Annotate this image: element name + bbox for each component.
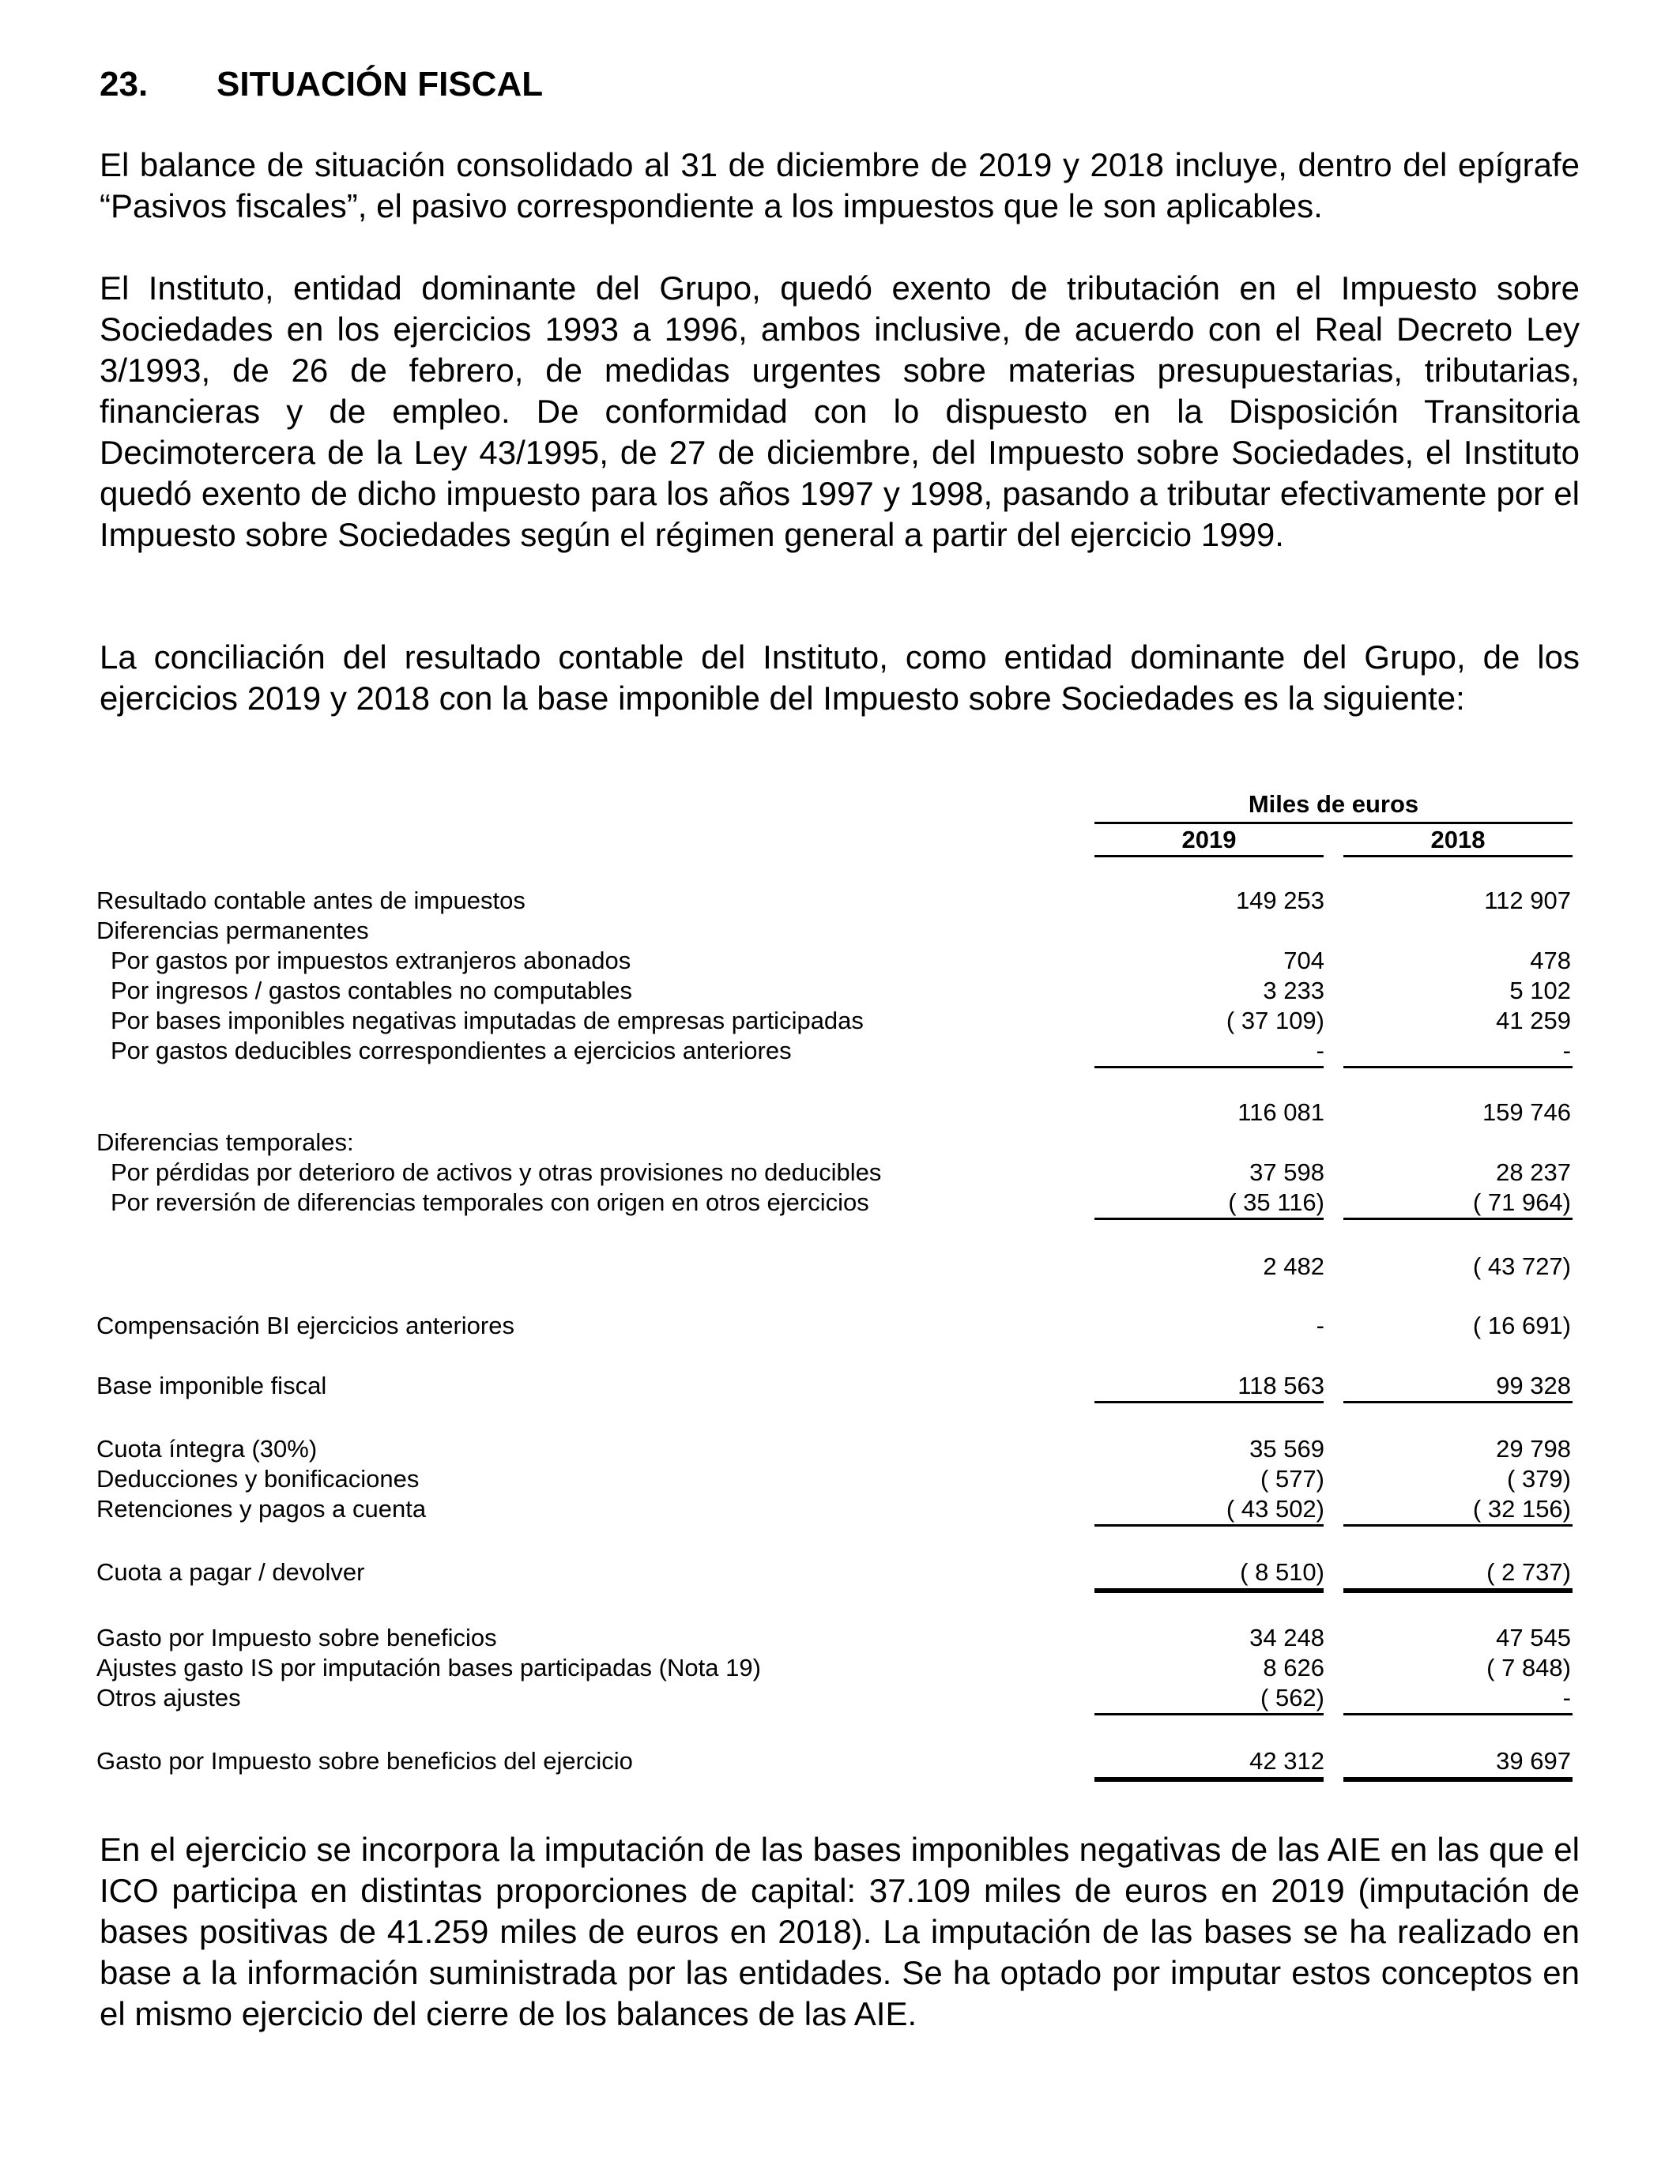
- table-row: [0, 1037, 1680, 1068]
- row-label: Ajustes gasto IS por imputación bases participadas (Nota 19): [96, 1654, 761, 1681]
- table-row: [0, 1654, 1680, 1685]
- table-row: [0, 977, 1680, 1008]
- paragraph-intro: El balance de situación consolidado al 31 de diciembre de 2019 y 2018 incluye, dentro del epígrafe “Pasivos fiscales”, el pasivo correspondiente a los impuestos que le son aplicables.: [100, 146, 1580, 224]
- table-row: [0, 917, 1680, 948]
- subtotal-rule-2018: [1343, 1713, 1573, 1715]
- paragraph-exemption: El Instituto, entidad dominante del Grupo, quedó exento de tributación en el Impuesto sobre Sociedades en los ejercicios 1993 a 1996, ambos inclusive, de acuerdo con el Real Decreto Ley 3/1993, de 26 de febrero, de medidas urgentes sobre materias presupuestarias, tributarias, financieras y de empleo. De conformidad con lo dispuesto en la Disposición Transitoria Decimotercera de la Ley 43/1995, de 27 de diciembre, del Impuesto sobre Sociedades, el Instituto quedó exento de dicho impuesto para los años 1997 y 1998, pasando a tributar efectivamente por el Impuesto sobre Sociedades según el régimen general a partir del ejercicio 1999.: [100, 269, 1580, 553]
- value-2019: 42 312: [1249, 1747, 1324, 1775]
- column-header-2018: 2018: [1430, 826, 1486, 853]
- table-row: [0, 1465, 1680, 1497]
- table-row: [0, 1098, 1680, 1130]
- value-2019: 116 081: [1237, 1098, 1324, 1126]
- paragraph-reconciliation: La conciliación del resultado contable del Instituto, como entidad dominante del Grupo, de los ejercicios 2019 y 2018 con la base imponible del Impuesto sobre Sociedades es la siguiente:: [100, 638, 1580, 717]
- row-label: Compensación BI ejercicios anteriores: [96, 1312, 514, 1339]
- value-2019: ( 577): [1260, 1465, 1324, 1493]
- value-2019: 704: [1283, 947, 1324, 974]
- table-row: [0, 1624, 1680, 1655]
- value-2019: 34 248: [1249, 1624, 1324, 1651]
- section-title: SITUACIÓN FISCAL: [217, 65, 544, 104]
- table-row: [0, 1372, 1680, 1403]
- table-row: [0, 1495, 1680, 1527]
- value-2019: 149 253: [1235, 887, 1324, 914]
- row-label: Gasto por Impuesto sobre beneficios: [96, 1624, 497, 1651]
- paragraph-aie-imputation: En el ejercicio se incorpora la imputación de las bases imponibles negativas de las AIE en las que el ICO participa en distintas proporciones de capital: 37.109 miles de euros en 2019 (imputación de bases positivas de 41.259 miles de euros en 2018). La imputación de las bases se ha realizado en base a la información suministrada por las entidades. Se ha optado por imputar estos conceptos en el mismo ejercicio del cierre de los balances de las AIE.: [100, 1831, 1580, 2032]
- value-2018: 29 798: [1496, 1435, 1571, 1463]
- value-2019: ( 35 116): [1228, 1188, 1324, 1216]
- value-2019: 37 598: [1249, 1158, 1324, 1186]
- value-2019: 8 626: [1263, 1654, 1324, 1681]
- row-label: Resultado contable antes de impuestos: [96, 887, 525, 914]
- table-row: [0, 1007, 1680, 1038]
- table-row: [0, 1158, 1680, 1190]
- value-2019: -: [1316, 1037, 1324, 1064]
- row-label: Cuota íntegra (30%): [96, 1435, 318, 1463]
- total-rule-2018: [1343, 1777, 1573, 1782]
- table-row: [0, 1188, 1680, 1220]
- row-label: Por reversión de diferencias temporales con origen en otros ejercicios: [111, 1188, 869, 1216]
- subtotal-rule-2018: [1343, 1401, 1573, 1403]
- value-2019: 3 233: [1263, 977, 1324, 1004]
- value-2018: -: [1562, 1037, 1571, 1064]
- value-2019: ( 37 109): [1226, 1007, 1324, 1034]
- value-2018: -: [1562, 1684, 1571, 1711]
- subtotal-rule-2018: [1343, 1524, 1573, 1527]
- subtotal-rule-2019: [1094, 1218, 1324, 1220]
- row-label: Por pérdidas por deterioro de activos y otras provisiones no deducibles: [111, 1158, 882, 1186]
- value-2019: 2 482: [1263, 1252, 1324, 1280]
- value-2018: 159 746: [1482, 1098, 1571, 1126]
- value-2018: ( 379): [1507, 1465, 1571, 1493]
- value-2019: 118 563: [1237, 1372, 1324, 1399]
- table-row: [0, 1558, 1680, 1590]
- subtotal-rule-2019: [1094, 1524, 1324, 1527]
- section-number: 23.: [100, 65, 149, 104]
- row-label: Diferencias permanentes: [96, 917, 369, 944]
- subtotal-rule-2019: [1094, 1066, 1324, 1068]
- value-2018: 39 697: [1496, 1747, 1571, 1775]
- value-2018: ( 7 848): [1486, 1654, 1571, 1681]
- subtotal-rule-2019: [1094, 1401, 1324, 1403]
- value-2019: 35 569: [1249, 1435, 1324, 1463]
- table-row: [0, 1684, 1680, 1715]
- row-label: Retenciones y pagos a cuenta: [96, 1495, 427, 1523]
- column-rule-2019: [1094, 855, 1324, 857]
- value-2018: ( 32 156): [1472, 1495, 1571, 1523]
- value-2018: 41 259: [1496, 1007, 1571, 1034]
- table-row: [0, 1747, 1680, 1779]
- value-2019: ( 43 502): [1226, 1495, 1324, 1523]
- value-2018: ( 16 691): [1472, 1312, 1571, 1339]
- value-2018: ( 2 737): [1486, 1558, 1571, 1586]
- subtotal-rule-2018: [1343, 1066, 1573, 1068]
- table-row: [0, 1128, 1680, 1160]
- value-2018: 478: [1530, 947, 1571, 974]
- value-2018: 112 907: [1484, 887, 1571, 914]
- total-rule-2019: [1094, 1588, 1324, 1593]
- value-2018: 99 328: [1496, 1372, 1571, 1399]
- table-row: [0, 1435, 1680, 1467]
- column-rule-2018: [1343, 855, 1573, 857]
- table-row: [0, 1252, 1680, 1284]
- value-2018: 28 237: [1496, 1158, 1571, 1186]
- value-2018: 47 545: [1496, 1624, 1571, 1651]
- row-label: Gasto por Impuesto sobre beneficios del ejercicio: [96, 1747, 633, 1775]
- subtotal-rule-2019: [1094, 1713, 1324, 1715]
- subtotal-rule-2018: [1343, 1218, 1573, 1220]
- row-label: Por bases imponibles negativas imputadas de empresas participadas: [111, 1007, 864, 1034]
- value-2019: -: [1316, 1312, 1324, 1339]
- table-row: [0, 1312, 1680, 1343]
- value-2018: 5 102: [1509, 977, 1571, 1004]
- row-label: Cuota a pagar / devolver: [96, 1558, 365, 1586]
- value-2018: ( 43 727): [1472, 1252, 1571, 1280]
- row-label: Base imponible fiscal: [96, 1372, 327, 1399]
- column-header-2019: 2019: [1181, 826, 1237, 853]
- unit-header: Miles de euros: [1248, 790, 1419, 818]
- total-rule-2018: [1343, 1588, 1573, 1593]
- row-label: Por gastos deducibles correspondientes a ejercicios anteriores: [111, 1037, 792, 1064]
- table-row: [0, 887, 1680, 918]
- row-label: Por ingresos / gastos contables no computables: [111, 977, 632, 1004]
- value-2019: ( 8 510): [1240, 1558, 1324, 1586]
- row-label: Otros ajustes: [96, 1684, 241, 1711]
- row-label: Diferencias temporales:: [96, 1128, 354, 1156]
- table-row: [0, 947, 1680, 978]
- unit-header-rule: [1094, 822, 1573, 824]
- row-label: Deducciones y bonificaciones: [96, 1465, 420, 1493]
- value-2019: ( 562): [1260, 1684, 1324, 1711]
- value-2018: ( 71 964): [1472, 1188, 1571, 1216]
- total-rule-2019: [1094, 1777, 1324, 1782]
- row-label: Por gastos por impuestos extranjeros abonados: [111, 947, 631, 974]
